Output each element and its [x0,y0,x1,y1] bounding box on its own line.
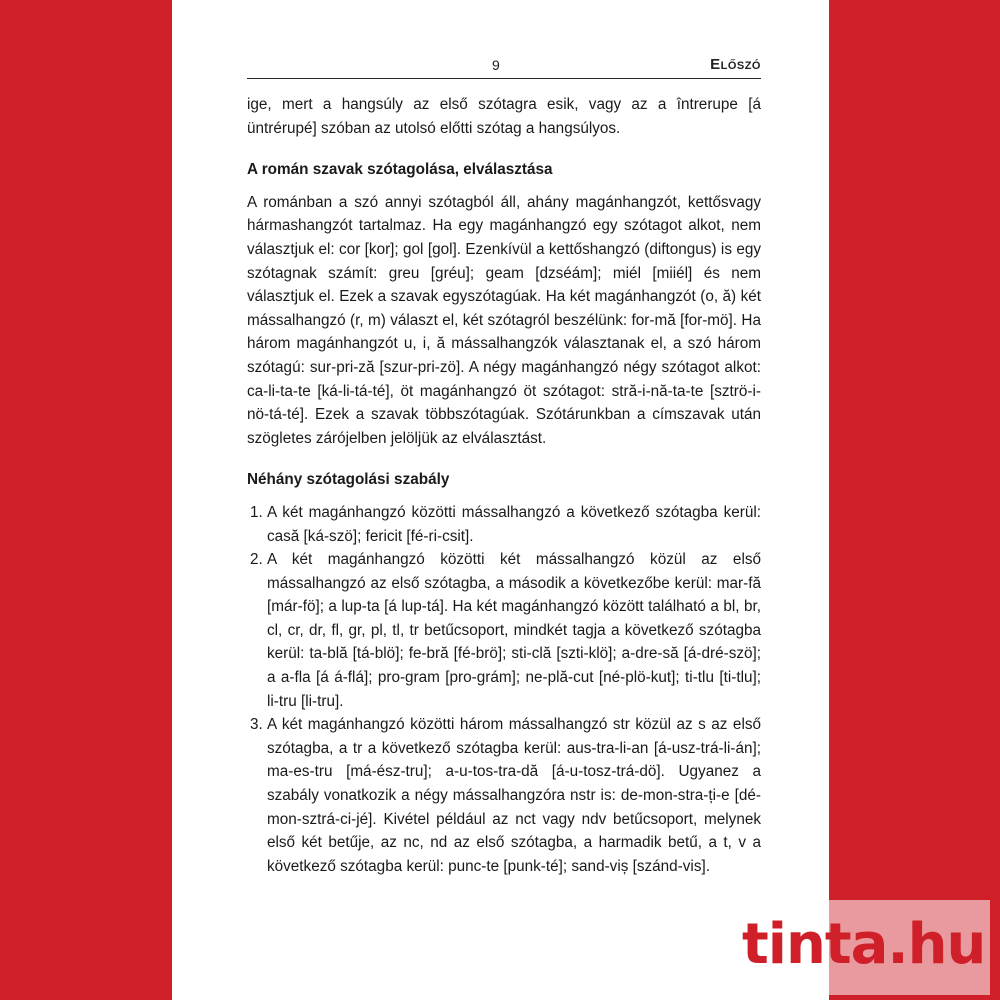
page-number: 9 [492,57,500,73]
section-heading-syllabification: A román szavak szótagolása, elválasztása [247,161,553,179]
rules-list [247,501,761,879]
rule-item-2: 2. A két magánhangzó közötti két mássalhangzó közül az első mássalhangzó az első szótagba, a második a következőbe kerül: mar-fă [már-fö]; a lup-ta [á lup-tá]. Ha két magánhangzó között található a bl, br, cl, cr, dr, fl, gr, pl, tl, tr betűcsoport, mindkét tagja a következő szótagba kerül: ta-blă [tá-blö]; fe-bră [fé-brö]; sti-clă [szti-klö]; a-dre-să [á-dré-szö]; a a-fla [á á-flá]; pro-gram [pro-grám]; ne-plă-cut [né-plö-kut]; ti-tlu [ti-tlu]; li-tru [li-tru]. [267,548,761,713]
rule-item-3: 3. A két magánhangzó közötti három mássalhangzó str közül az s az első szótagba, a tr a következő szótagba kerül: aus-tra-li-an [á-usz-trá-li-án]; ma-es-tru [má-ész-tru]; a-u-tos-tra-dă [á-u-tosz-trá-dö]. Ugyanez a szabály vonatkozik a négy mássalhangzóra nstr is: de-mon-stra-ți-e [dé-mon-sztrá-ci-jé]. Kivétel például az nct vagy ndv betűcsoport, melynek első két betűje, az nc, nd az első szótagba, a harmadik betű, a t, v a következő szótagba kerül: punc-te [punk-té]; sand-viș [szánd-vis]. [267,713,761,878]
page-body [247,93,761,878]
rule-item-1: 1. A két magánhangzó közötti mássalhangzó a következő szótagba kerül: casă [ká-szö]; fericit [fé-ri-csit]. [267,501,761,548]
page-header [247,54,761,79]
syllabification-paragraph: A románban a szó annyi szótagból áll, ahány magánhangzót, kettősvagy hármashangzót tartalmaz. Ha egy magánhangzó egy szótagot alkot, nem választjuk el: cor [kor]; gol [gol]. Ezenkívül a kettőshangzó (diftongus) is egy szótagnak számít: greu [gréu]; geam [dzséám]; miél [miiél] és nem választjuk el. Ezek a szavak egyszótagúak. Ha két magánhangzót (o, ă) két mássalhangzó (r, m) választ el, két szótagról beszélünk: for-mă [for-mö]. Ha három magánhangzót u, i, ă mássalhangzók választanak el, a szó három szótagú: sur-pri-ză [szur-pri-zö]. A négy magánhangzó négy szótagot alkot: ca-li-ta-te [ká-li-tá-té], öt magánhangzó öt szótagot: stră-i-nă-ta-te [sztrö-i-nö-tá-té]. Ezek a szavak többszótagúak. Szótárunkban a címszavak után szögletes zárójelben jelöljük az elválasztást. [247,193,761,447]
intro-paragraph: ige, mert a hangsúly az első szótagra esik, vagy az a întrerupe [á üntrérupé] szóban az utolsó előtti szótag a hangsúlyos. [247,96,761,137]
running-head: Előszó [710,56,761,73]
book-page [172,0,829,1000]
section-heading-rules: Néhány szótagolási szabály [247,471,450,489]
watermark-logo: tinta.hu [742,912,986,977]
